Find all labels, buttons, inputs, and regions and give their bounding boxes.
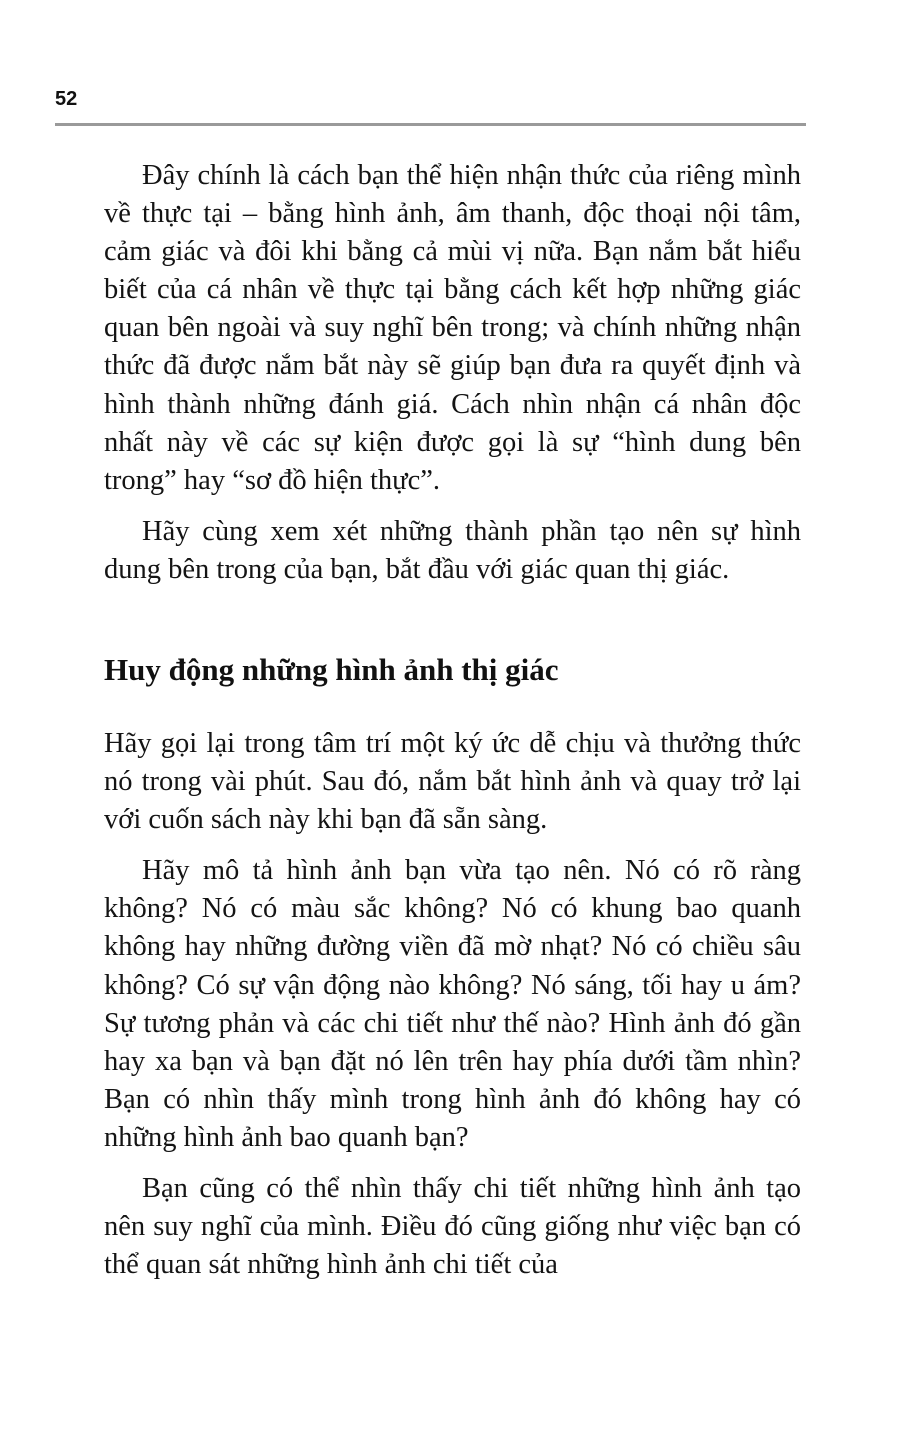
intro-text-block <box>104 157 801 589</box>
paragraph-recall-memory: Hãy gọi lại trong tâm trí một ký ức dễ chịu và thưởng thức nó trong vài phút. Sau đó, nắm bắt hình ảnh và quay trở lại với cuốn sách này khi bạn đã sẵn sàng. <box>104 728 801 836</box>
section-text-block <box>104 725 801 1284</box>
section-heading: Huy động những hình ảnh thị giác <box>104 652 559 687</box>
header-rule <box>55 123 806 126</box>
paragraph-describe-image: Hãy mô tả hình ảnh bạn vừa tạo nên. Nó có rõ ràng không? Nó có màu sắc không? Nó có khung bao quanh không hay những đường viền đã mờ nhạt? Nó có chiều sâu không? Có sự vận động nào không? Nó sáng, tối hay u ám? Sự tương phản và các chi tiết như thế nào? Hình ảnh đó gần hay xa bạn và bạn đặt nó lên trên hay phía dưới tầm nhìn? Bạn có nhìn thấy mình trong hình ảnh đó không hay có những hình ảnh bao quanh bạn? <box>104 855 801 1153</box>
paragraph-inner-visualization: Hãy cùng xem xét những thành phần tạo nên sự hình dung bên trong của bạn, bắt đầu với giác quan thị giác. <box>104 515 801 585</box>
paragraph-observe-details: Bạn cũng có thể nhìn thấy chi tiết những hình ảnh tạo nên suy nghĩ của mình. Điều đó cũng giống như việc bạn có thể quan sát những hình ảnh chi tiết của <box>104 1173 801 1281</box>
page-number: 52 <box>55 88 78 110</box>
paragraph-reality-perception: Đây chính là cách bạn thể hiện nhận thức của riêng mình về thực tại – bằng hình ảnh, âm thanh, độc thoại nội tâm, cảm giác và đôi khi bằng cả mùi vị nữa. Bạn nắm bắt hiểu biết của cá nhân về thực tại bằng cách kết hợp những giác quan bên ngoài và suy nghĩ bên trong; và chính những nhận thức đã được nắm bắt này sẽ giúp bạn đưa ra quyết định và hình thành những đánh giá. Cách nhìn nhận cá nhân độc nhất này về các sự kiện được gọi là sự “hình dung bên trong” hay “sơ đồ hiện thực”. <box>104 160 801 496</box>
